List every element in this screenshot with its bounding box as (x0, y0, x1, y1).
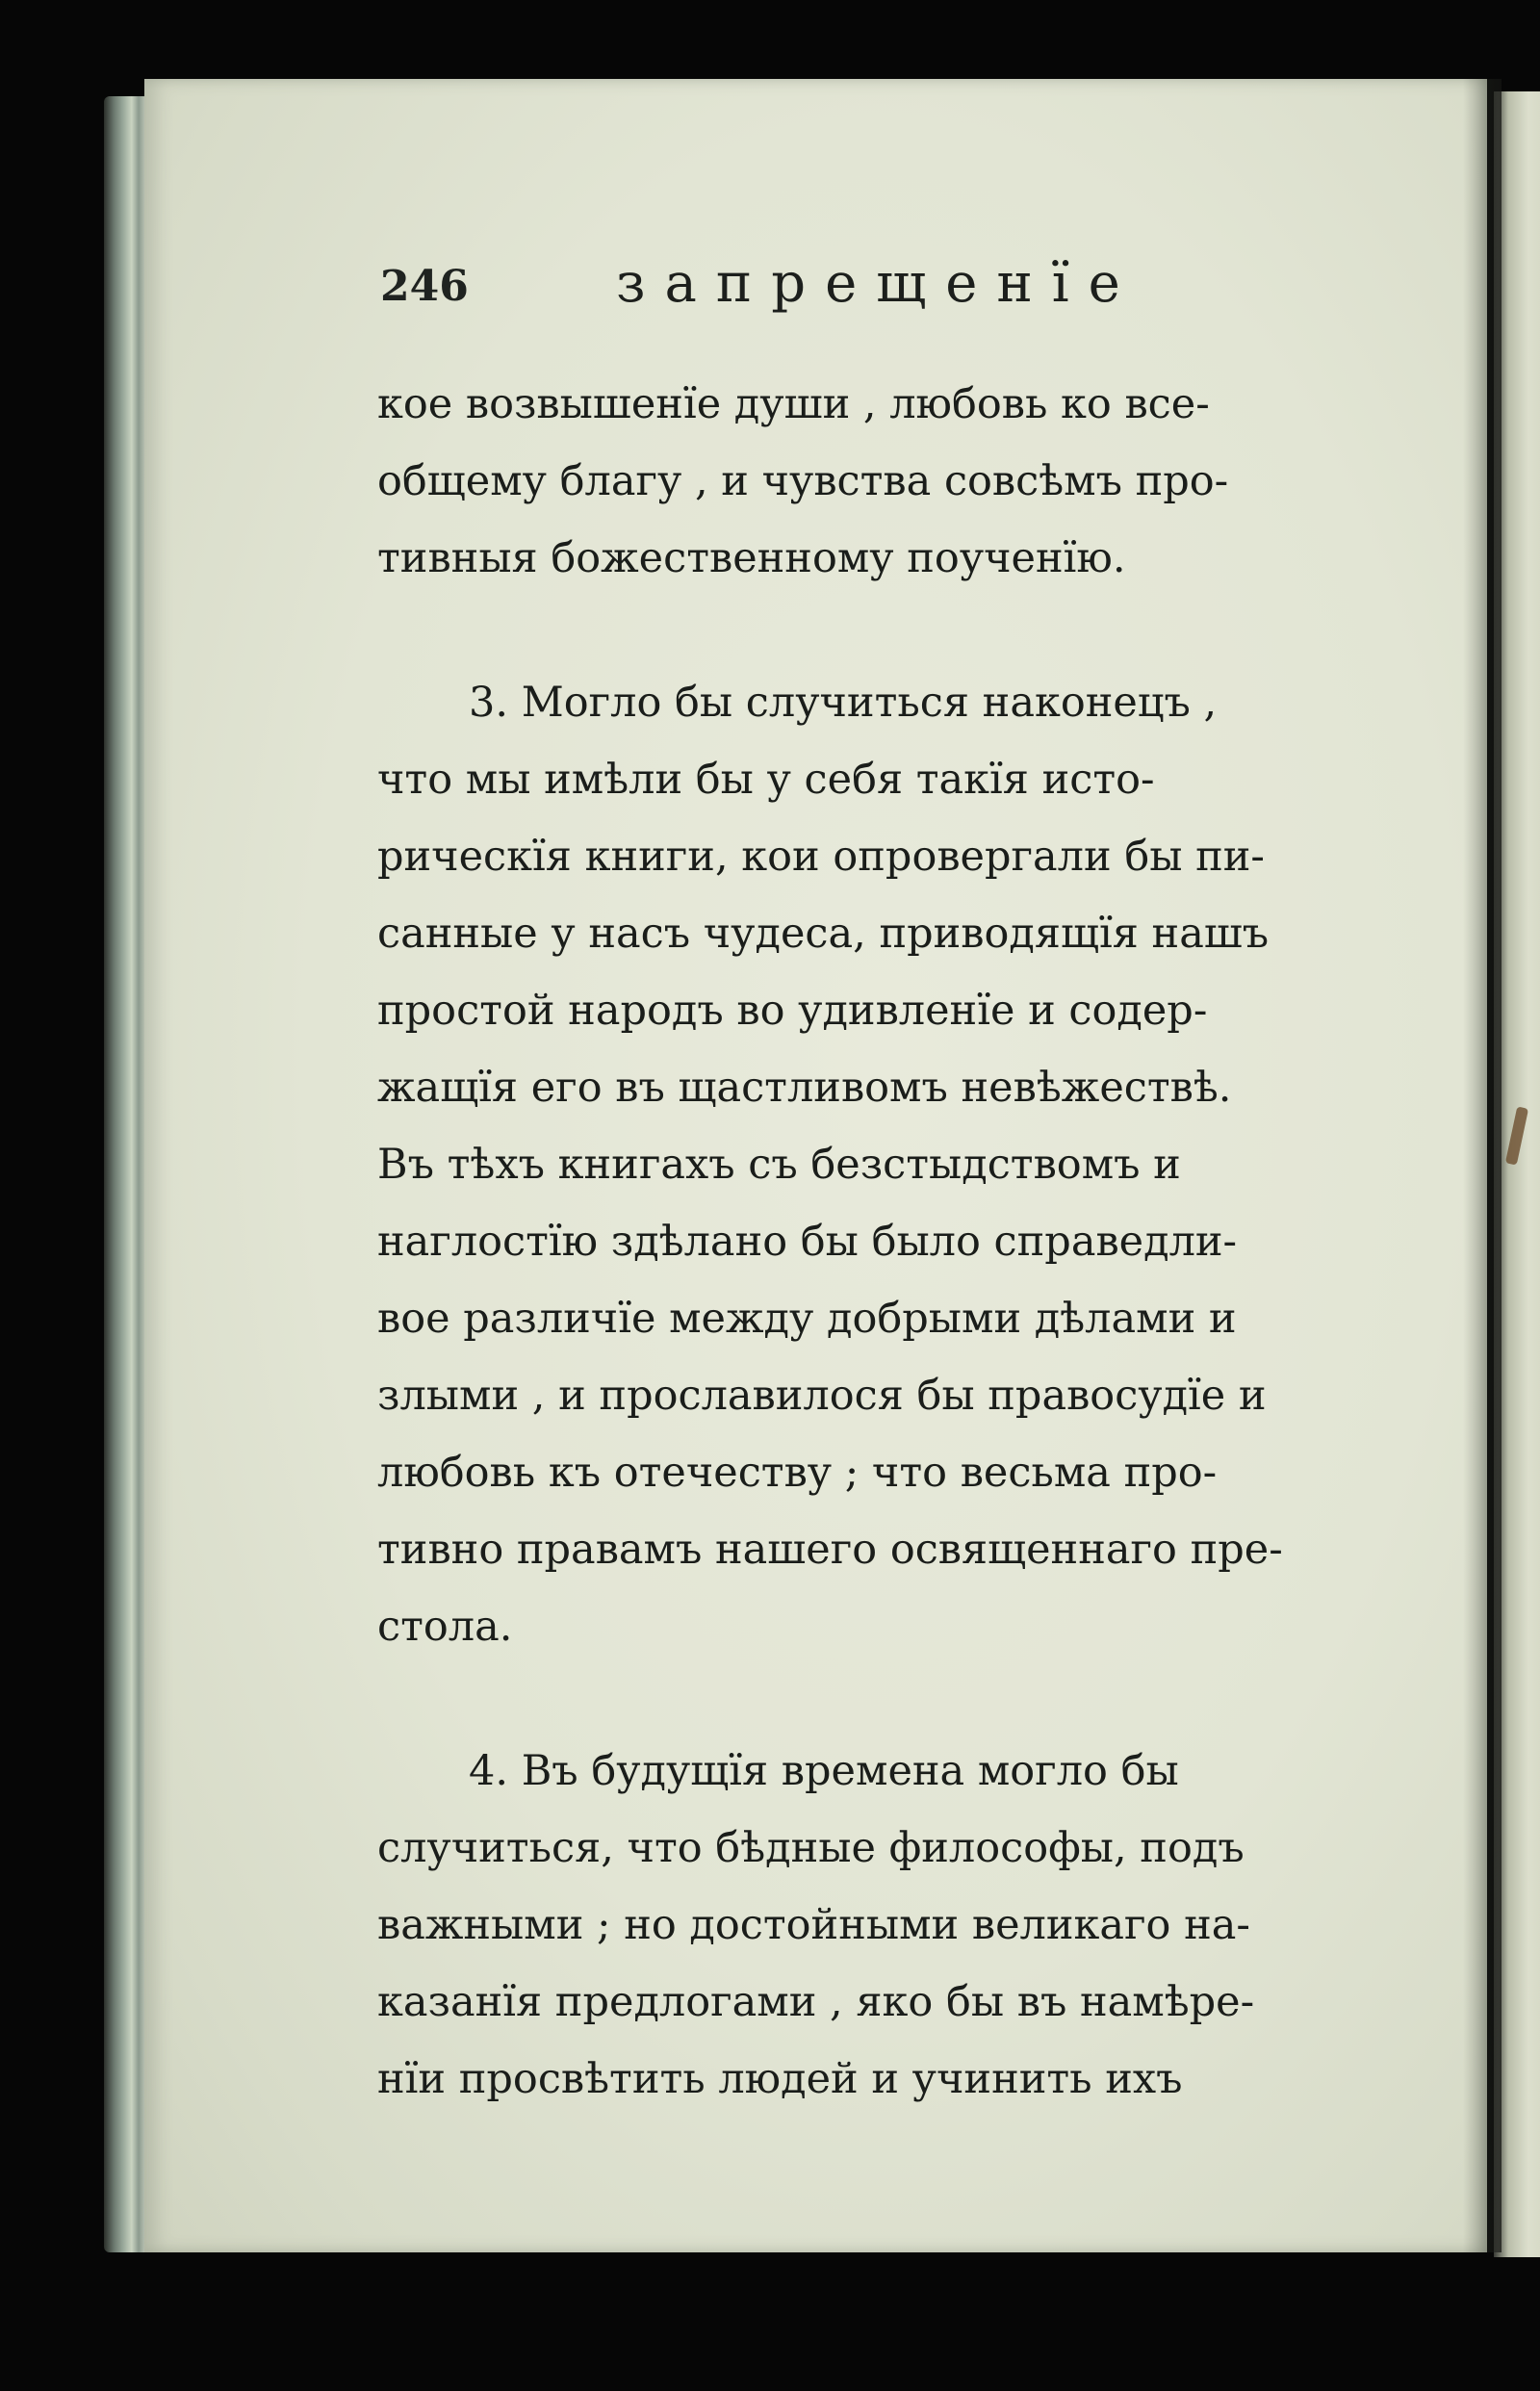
paragraph-1: кое возвышенїе души , любовь ко все- общему благу , и чувства совсѣмъ про- тивныя божественному поученїю. (377, 380, 1229, 582)
running-title: запрещенїе (616, 252, 1140, 315)
paragraph-2: 3. Могло бы случиться наконецъ , что мы имѣли бы у себя такїя исто- рическїя книги, кои опровергали бы пи- санные у насъ чудеса, приводящїя нашъ простой народъ во удивленїе и содер- жащїя его въ щастливомъ невѣжествѣ. Въ тѣхъ книгахъ съ безстыдствомъ и наглостїю здѣлано бы было справедли- вое различїе между добрыми дѣлами и злыми , и прославилося бы правосудїе и любовь къ отечеству ; что весьма про- тивно правамъ нашего освященнаго пре- стола. (377, 679, 1283, 1651)
gutter-shadow (1463, 79, 1502, 2252)
paragraph-3: 4. Въ будущїя времена могло бы случиться, что бѣдные философы, подъ важными ; но достойными великаго на- казанїя предлогами , яко бы въ намѣре- нїи просвѣтить людей и учинить ихъ (377, 1747, 1255, 2103)
page-body (377, 366, 1359, 2118)
page-header (380, 252, 1400, 329)
page-number: 246 (380, 262, 469, 311)
